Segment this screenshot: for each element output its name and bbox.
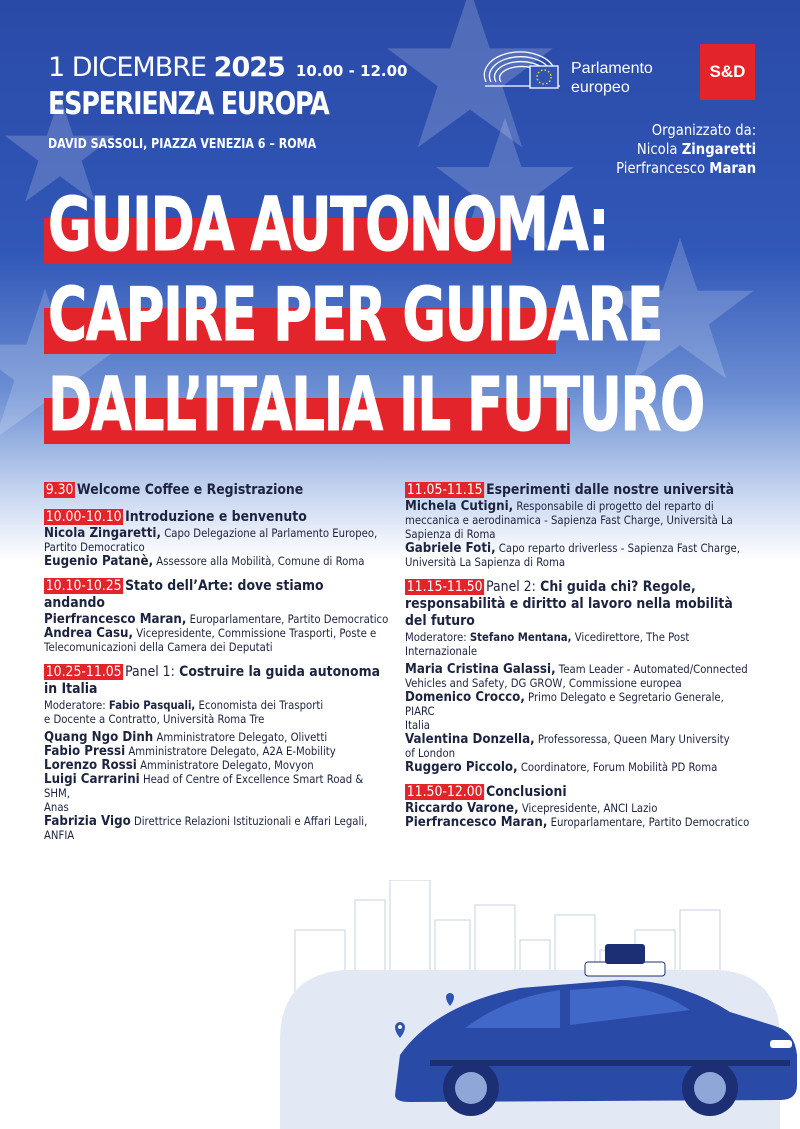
speaker-role: Italia [405,718,430,732]
speaker-role: Università La Sapienza di Roma [405,555,566,569]
session-time: 11.50-12.00 [406,784,483,800]
speaker-role: ANFIA [44,828,75,842]
session-time: 10.00-10.10 [45,509,122,525]
program-session: 11.15-11.50 Panel 2: Chi guida chi? Regole, responsabilità e diritto al lavoro nella mobilità del futuro Moderatore: Stefano Mentana, Vicedirettore, The Post Internazionale Maria Cristina Galassi, Team Leader - Automated/Connected Vehicles and Safety, DG GROW, Commissione europea Domenico Crocco, Primo Delegato e Segretario Generale, PIARC Italia Valentina Donzella, Professoressa, Queen Mary University of London Ruggero Piccolo, Coordinatore, Forum Mobilità PD Roma [405,579,750,774]
speaker: Lorenzo Rossi Amministratore Delegato, Movyon [44,757,314,773]
program-session [44,578,389,654]
european-parliament-logo-icon [482,48,562,98]
speaker: Michela Cutigni, Responsabile di progetto del reparto di [405,498,714,514]
speaker-role: Anas [44,800,69,814]
sd-logo: S&D [700,44,755,100]
speaker: Luigi Carrarini Head of Centre of Excellence Smart Road & SHM, [44,771,364,800]
session-time: 11.05-11.15 [406,482,483,498]
speaker-role: Sapienza di Roma [405,527,496,541]
event-name: ESPERIENZA EUROPA [48,86,329,122]
speaker: Fabio Pressi Amministratore Delegato, A2A E-Mobility [44,743,336,759]
session-time: 11.15-11.50 [406,579,483,595]
moderator: Moderatore: Stefano Mentana, Vicedirettore, The Post Internazionale [405,630,690,658]
program-session [44,509,389,568]
program-session: 10.25-11.05 Panel 1: Costruire la guida autonoma in Italia Moderatore: Fabio Pasquali, Economista dei Trasporti e Docente a Contratto, Università Roma Tre Quang Ngo Dinh Amministratore Delegato, Olivetti Fabio Pressi Amministratore Delegato, A2A E-Mobility Lorenzo Rossi Amministratore Delegato, Movyon Luigi Carrarini Head of Centre of Excellence Smart Road & SHM, Anas Fabrizia Vigo Direttrice Relazioni Istituzionali e Affari Legali, ANFIA [44,664,389,842]
speaker-role: meccanica e aerodinamica - Sapienza Fast Charge, Università La [405,513,733,527]
program-session [405,482,750,569]
speaker: Domenico Crocco, Primo Delegato e Segretario Generale, PIARC [405,689,724,718]
speaker: Ruggero Piccolo, Coordinatore, Forum Mobilità PD Roma [405,759,718,775]
session-title: Conclusioni [486,784,567,800]
program-session [405,784,750,829]
speaker-role: Vehicles and Safety, DG GROW, Commissione europea [405,676,682,690]
speaker: Quang Ngo Dinh Amministratore Delegato, Olivetti [44,729,328,745]
moderator: Moderatore: Fabio Pasquali, Economista dei Trasporti e Docente a Contratto, Università Roma Tre [44,698,324,726]
autonomous-car-illustration [260,880,800,1129]
session-time: 9.30 [45,482,74,498]
speaker: Valentina Donzella, Professoressa, Queen Mary University [405,731,730,747]
speaker: Andrea Casu, Vicepresidente, Commissione Trasporti, Poste e [44,625,377,641]
speaker-role: of London [405,746,456,760]
session-title-cont: responsabilità e diritto al lavoro nella mobilità [405,596,733,612]
program-session [44,482,389,499]
session-title: Welcome Coffee e Registrazione [76,482,304,498]
speaker: Fabrizia Vigo Direttrice Relazioni Istituzionali e Affari Legali, [44,813,368,829]
session-title-cont: del futuro [405,613,475,629]
session-title: Chi guida chi? Regole, [540,579,696,595]
speaker: Pierfrancesco Maran, Europarlamentare, Partito Democratico [44,611,389,627]
program-left-column [44,482,389,852]
organizers: Organizzato da: Nicola Zingaretti Pierfrancesco Maran [615,121,756,177]
speaker: Riccardo Varone, Vicepresidente, ANCI Lazio [405,800,658,816]
event-time: 10.00 - 12.00 [295,62,408,80]
session-title: Stato dell’Arte: dove stiamo andando [44,578,324,611]
event-date: 1 DICEMBRE 2025 10.00 - 12.00 [48,52,408,83]
session-title: Costruire la guida autonoma [179,664,380,680]
session-time: 10.10-10.25 [45,578,122,594]
speaker-role: Partito Democratico [44,540,145,554]
session-time: 10.25-11.05 [45,664,122,680]
speaker-role: Telecomunicazioni della Camera dei Deputati [44,640,273,654]
program-right-column [405,482,750,839]
event-venue: DAVID SASSOLI, PIAZZA VENEZIA 6 – ROMA [48,137,317,152]
speaker: Nicola Zingaretti, Capo Delegazione al Parlamento Europeo, [44,525,378,541]
speaker: Pierfrancesco Maran, Europarlamentare, Partito Democratico [405,814,750,830]
speaker: Gabriele Foti, Capo reparto driverless - Sapienza Fast Charge, [405,540,740,556]
speaker: Eugenio Patanè, Assessore alla Mobilità, Comune di Roma [44,553,365,569]
autonomous-car [395,944,797,1116]
session-title-cont: in Italia [44,681,98,697]
session-title: Introduzione e benvenuto [125,509,307,525]
european-parliament-text: Parlamento europeo [571,60,653,96]
session-title: Esperimenti dalle nostre università [486,482,735,498]
speaker: Maria Cristina Galassi, Team Leader - Automated/Connected [405,661,748,677]
